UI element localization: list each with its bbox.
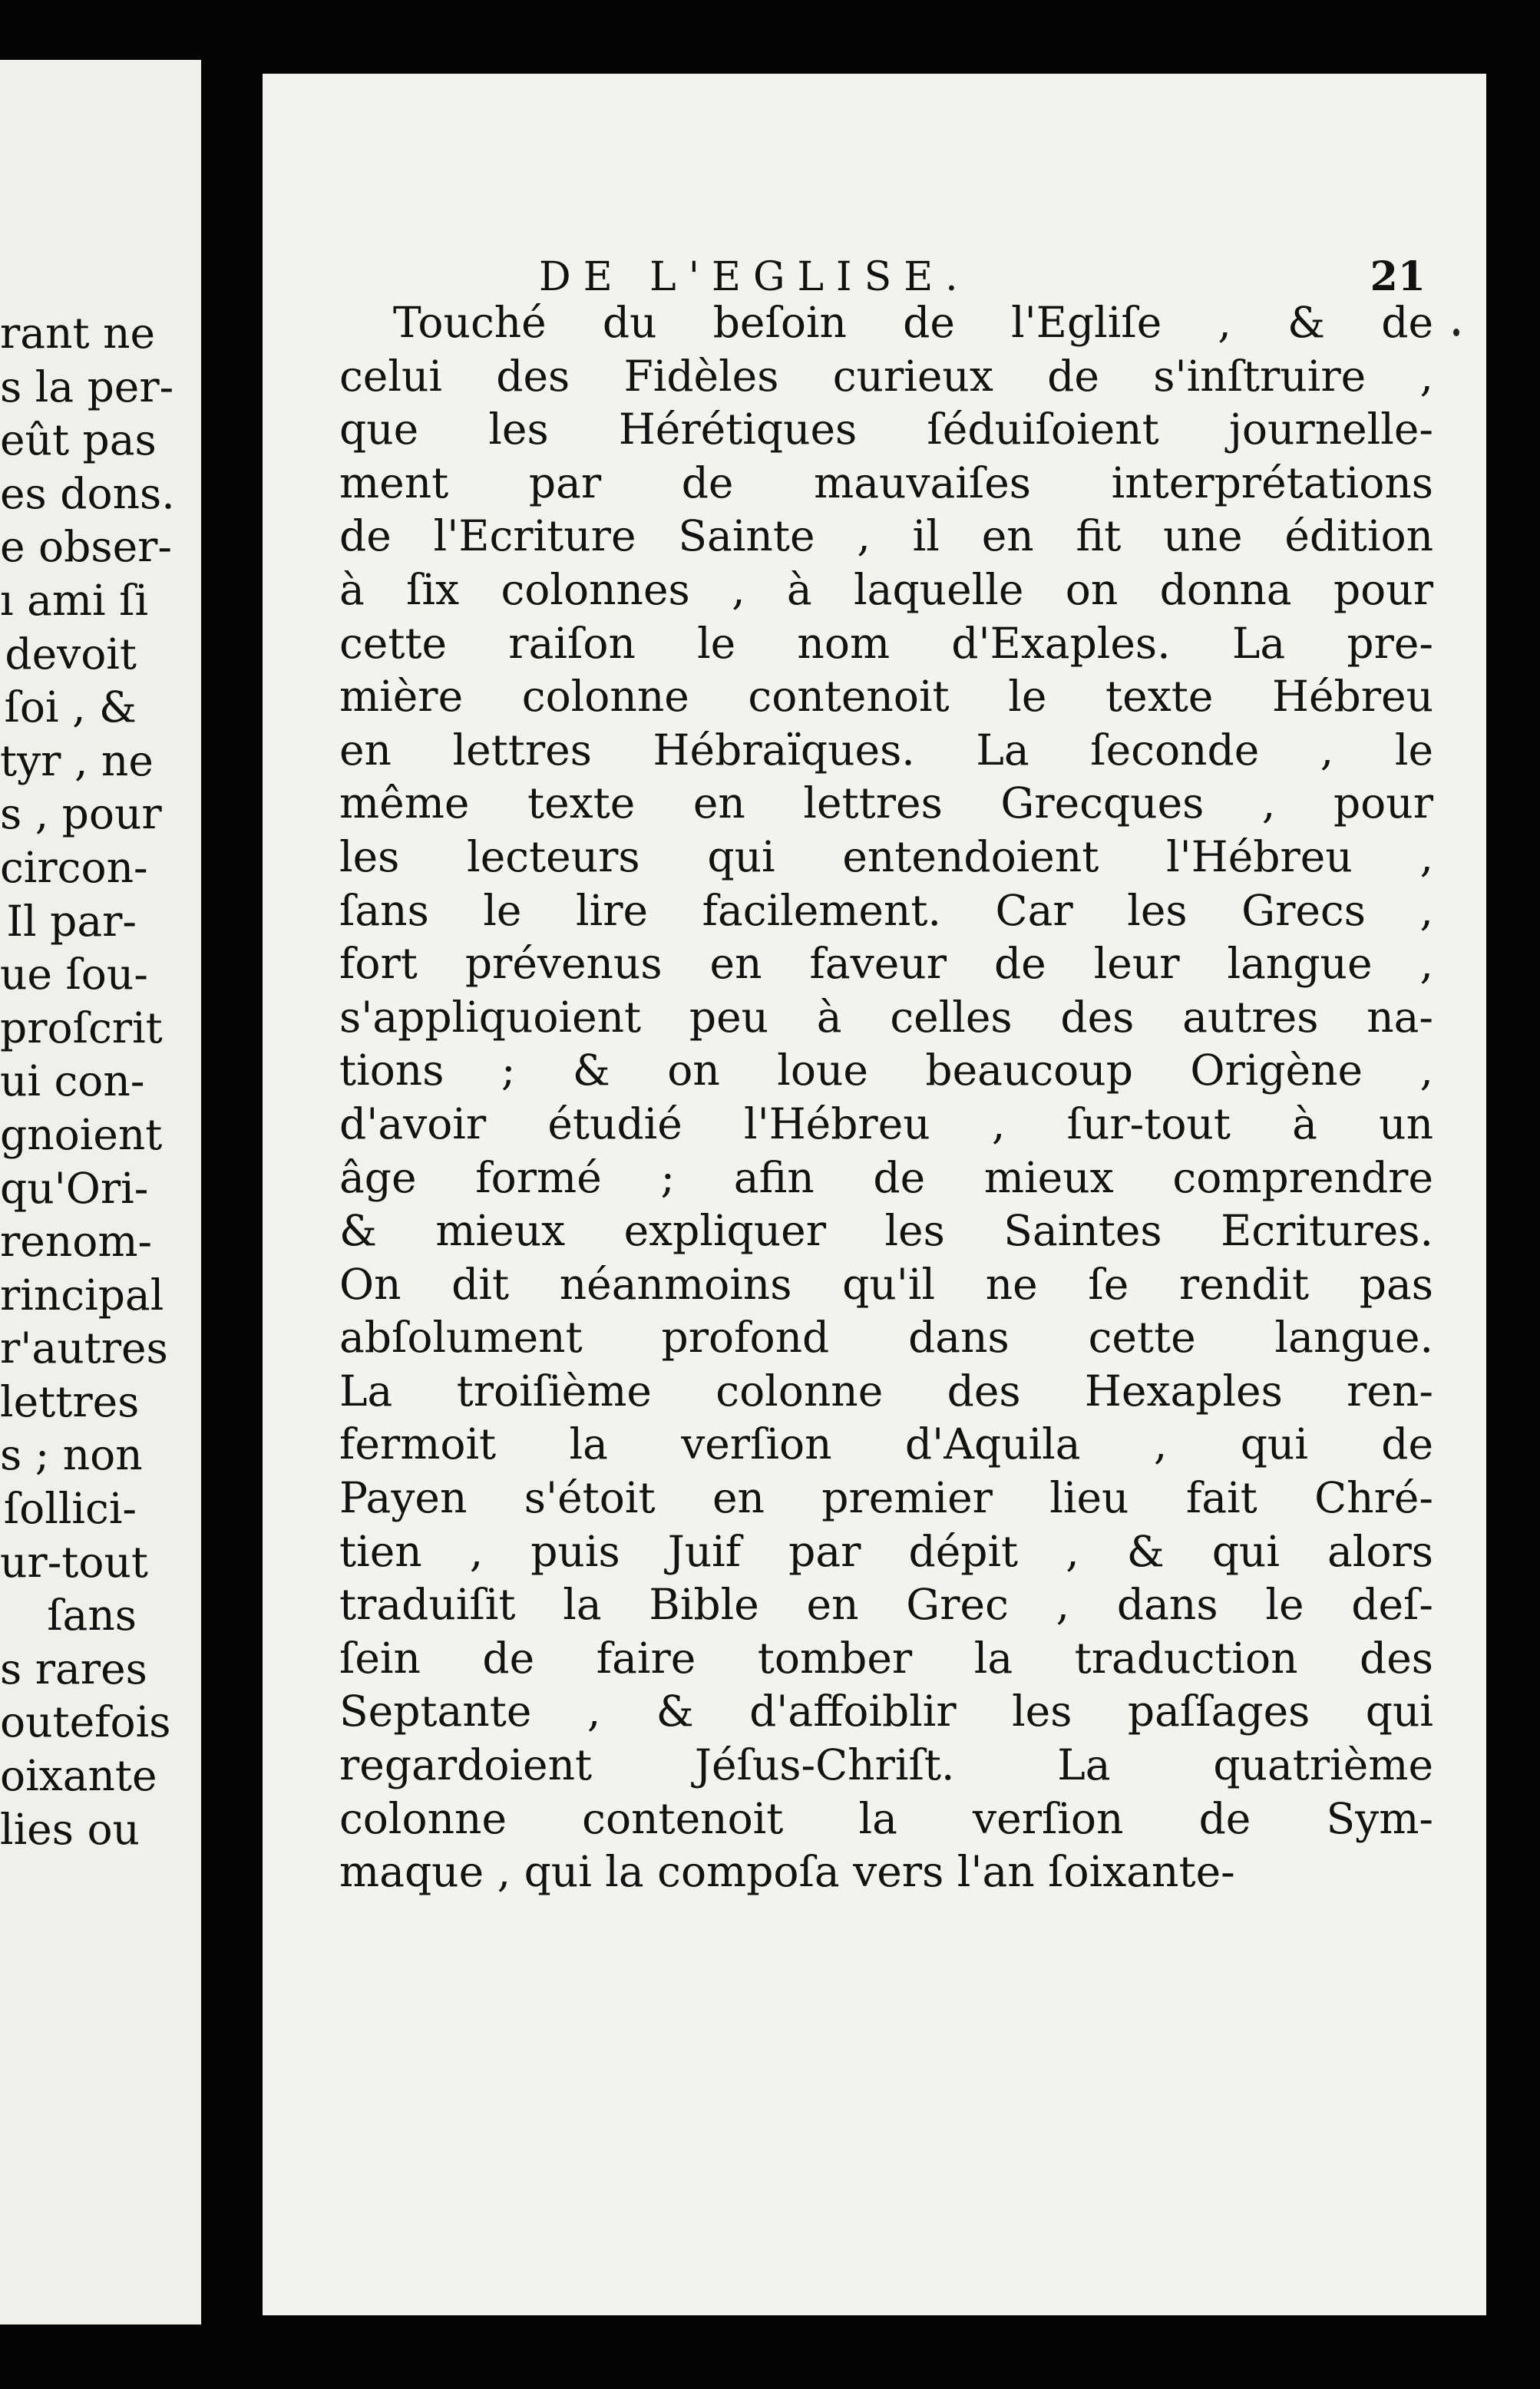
text-line: Payen s'étoit en premier lieu fait Chré- — [339, 1473, 1433, 1523]
text-line: âge formé ; afin de mieux comprendre — [339, 1152, 1433, 1202]
text-line: ment par de mauvaiſes interprétations — [339, 458, 1433, 507]
book-gutter — [201, 0, 263, 2389]
left-line: e obser- — [0, 522, 173, 572]
text-line: fermoit la verſion d'Aquila , qui de — [339, 1419, 1433, 1469]
text-line: à ſix colonnes , à laquelle on donna pour — [339, 564, 1433, 614]
left-line: ur-tout — [0, 1537, 149, 1587]
text-line: Touché du beſoin de l'Egliſe , & de — [393, 298, 1433, 347]
text-line: & mieux expliquer les Saintes Ecritures. — [339, 1206, 1433, 1256]
text-line: ſein de faire tomber la traduction des — [339, 1633, 1433, 1683]
running-title: DE L'EGLISE. — [539, 254, 970, 300]
left-line: s rares — [0, 1644, 147, 1693]
text-line: cette raiſon le nom d'Exaples. La pre- — [339, 618, 1433, 668]
left-line: ſoi , & — [4, 682, 137, 732]
left-line: ſans — [47, 1591, 137, 1641]
text-line: en lettres Hébraïques. La ſeconde , le — [339, 725, 1433, 775]
paper-speck — [1453, 329, 1459, 336]
left-line: ue ſou- — [0, 950, 148, 1000]
left-line: r'autres — [0, 1323, 168, 1373]
text-line: La troiſième colonne des Hexaples ren- — [339, 1366, 1433, 1416]
left-line: outefois — [0, 1697, 171, 1747]
text-line: tions ; & on loue beaucoup Origène , — [339, 1046, 1433, 1095]
text-line: d'avoir étudié l'Hébreu , ſur-tout à un — [339, 1099, 1433, 1148]
left-line: lies ou — [0, 1804, 140, 1854]
text-line: fort prévenus en faveur de leur langue , — [339, 939, 1433, 989]
text-line: traduiſit la Bible en Grec , dans le deſ- — [339, 1580, 1433, 1630]
text-line: s'appliquoient peu à celles des autres na- — [339, 992, 1433, 1042]
left-line: es dons. — [0, 468, 175, 518]
left-page — [0, 60, 201, 2325]
text-line: celui des Fidèles curieux de s'inſtruire , — [339, 351, 1433, 401]
left-line: circon- — [0, 842, 148, 892]
left-line: gnoient — [0, 1109, 163, 1159]
text-line: même texte en lettres Grecques , pour — [339, 778, 1433, 828]
left-page-text — [0, 307, 175, 1856]
body-text — [339, 296, 1433, 1899]
text-line: On dit néanmoins qu'il ne ſe rendit pas — [339, 1259, 1433, 1309]
text-line: ſans le lire facilement. Car les Grecs , — [339, 885, 1433, 935]
left-line: tyr , ne — [0, 735, 154, 785]
text-line: de l'Ecriture Sainte , il en fit une édition — [339, 511, 1433, 561]
left-line: s , pour — [0, 789, 162, 839]
left-line: ı ami ſi — [0, 575, 149, 625]
text-line: que les Hérétiques ſéduiſoient journelle- — [339, 405, 1433, 454]
left-line: s la per- — [0, 362, 174, 411]
left-line: oixante — [0, 1751, 157, 1801]
left-line: ui con- — [0, 1056, 145, 1106]
left-line: proſcrit — [0, 1003, 163, 1052]
left-line: ſollici- — [3, 1484, 137, 1534]
text-line: tien , puis Juif par dépit , & qui alors — [339, 1526, 1433, 1576]
left-line: devoit — [5, 629, 137, 679]
left-line: renom- — [0, 1217, 153, 1267]
text-line: les lecteurs qui entendoient l'Hébreu , — [339, 831, 1433, 881]
text-line: maque , qui la compoſa vers l'an ſoixante- — [339, 1847, 1235, 1897]
left-line: eût pas — [0, 415, 157, 465]
left-line: rincipal — [0, 1270, 164, 1320]
left-line: Il par- — [6, 896, 137, 946]
left-line: qu'Ori- — [0, 1163, 149, 1213]
left-line: rant ne — [0, 309, 156, 358]
text-line: abſolument profond dans cette langue. — [339, 1313, 1433, 1363]
right-page — [263, 74, 1486, 2315]
text-line: regardoient Jéſus-Chriſt. La quatrième — [339, 1740, 1433, 1790]
page-number: 21 — [1370, 253, 1426, 300]
left-line: lettres — [0, 1376, 140, 1426]
text-line: mière colonne contenoit le texte Hébreu — [339, 672, 1433, 722]
text-line: colonne contenoit la verſion de Sym- — [339, 1793, 1433, 1843]
text-line: Septante , & d'affoiblir les paſſages qui — [339, 1687, 1433, 1736]
left-line: s ; non — [0, 1430, 143, 1480]
